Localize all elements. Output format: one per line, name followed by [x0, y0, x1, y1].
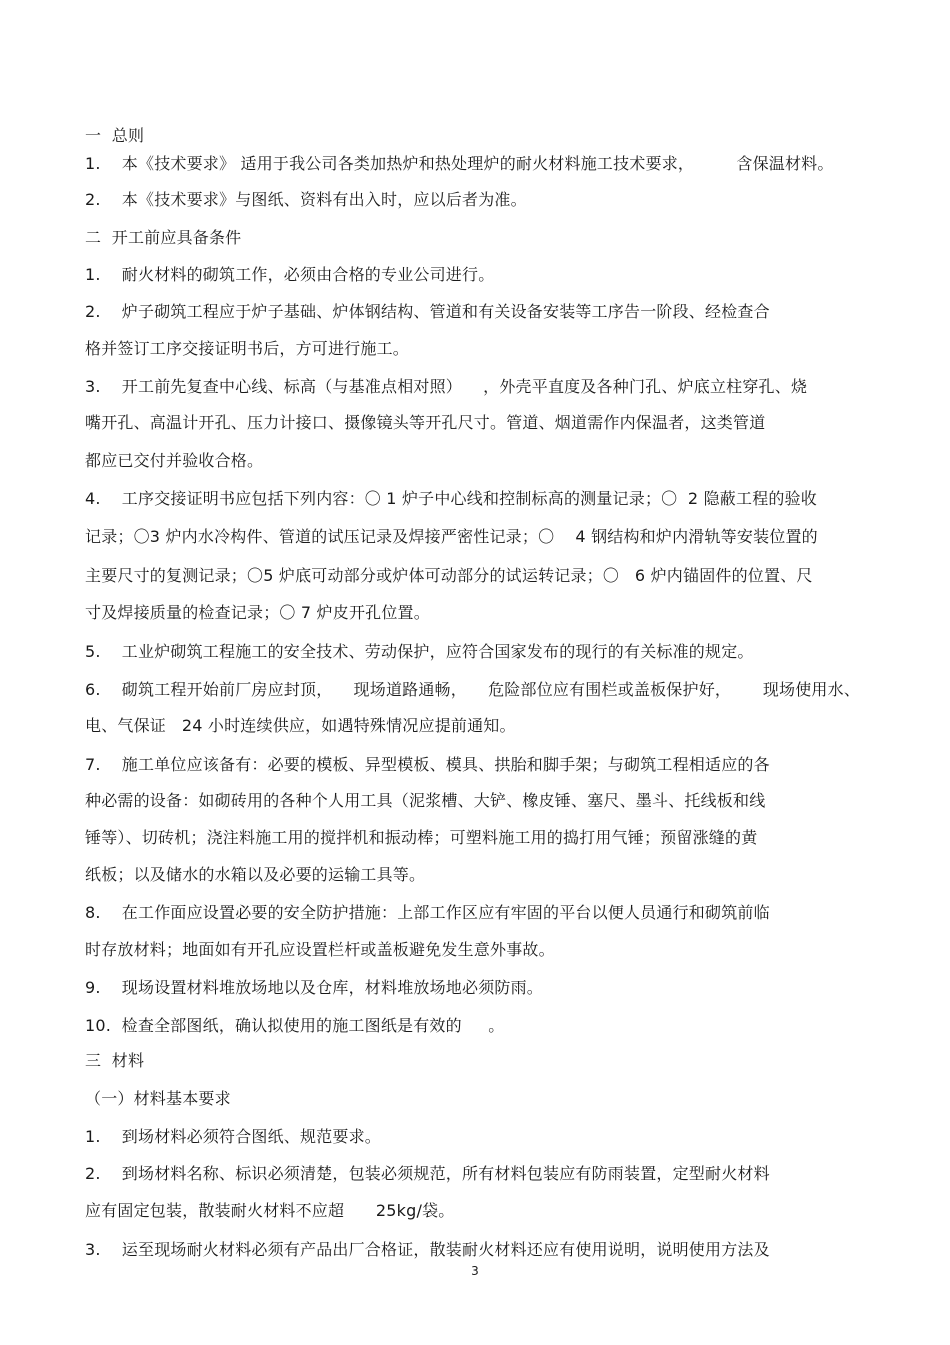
heading-materials: 三 材料	[85, 1051, 145, 1070]
paragraph-line: 锤等）、切砖机；浇注料施工用的搅拌机和振动棒；可塑料施工用的捣打用气锤；预留涨缝的黄	[85, 828, 758, 847]
paragraph-line: 时存放材料；地面如有开孔应设置栏杆或盖板避免发生意外事故。	[85, 940, 555, 959]
paragraph-line: 纸板；以及储水的水箱以及必要的运输工具等。	[85, 865, 426, 884]
paragraph-line: 7. 施工单位应该备有：必要的模板、异型模板、模具、拱胎和脚手架；与砌筑工程相适应的各	[85, 755, 770, 774]
paragraph-line: 2. 到场材料名称、标识必须清楚，包装必须规范，所有材料包装应有防雨装置，定型耐火材料	[85, 1164, 770, 1183]
paragraph-line: 4. 工序交接证明书应包括下列内容：〇 1 炉子中心线和控制标高的测量记录；〇 2 隐蔽工程的验收	[85, 489, 817, 508]
paragraph-line: 3. 运至现场耐火材料必须有产品出厂合格证，散装耐火材料还应有使用说明，说明使用方法及	[85, 1240, 770, 1259]
paragraph-line: 应有固定包装，散装耐火材料不应超 25kg/袋。	[85, 1201, 455, 1220]
paragraph-line: 1. 本《技术要求》 适用于我公司各类加热炉和热处理炉的耐火材料施工技术要求， 含保温材料。	[85, 154, 834, 173]
heading-preconditions: 二 开工前应具备条件	[85, 228, 242, 247]
paragraph-line: 5. 工业炉砌筑工程施工的安全技术、劳动保护，应符合国家发布的现行的有关标准的规定。	[85, 642, 754, 661]
paragraph-line: 2. 本《技术要求》与图纸、资料有出入时，应以后者为准。	[85, 190, 527, 209]
paragraph-line: 1. 耐火材料的砌筑工作，必须由合格的专业公司进行。	[85, 265, 495, 284]
paragraph-line: 9. 现场设置材料堆放场地以及仓库，材料堆放场地必须防雨。	[85, 978, 544, 997]
paragraph-line: 3. 开工前先复查中心线、标高（与基准点相对照） ，外壳平直度及各种门孔、炉底立柱穿孔、烧	[85, 377, 808, 396]
paragraph-line: 记录；〇3 炉内水冷构件、管道的试压记录及焊接严密性记录；〇 4 钢结构和炉内滑轨等安装位置的	[85, 527, 818, 546]
paragraph-line: 1. 到场材料必须符合图纸、规范要求。	[85, 1127, 382, 1146]
page-number: 3	[471, 1264, 479, 1278]
subheading-material-requirements: （一）材料基本要求	[85, 1089, 231, 1108]
paragraph-line: 10. 检查全部图纸，确认拟使用的施工图纸是有效的 。	[85, 1016, 505, 1035]
paragraph-line: 寸及焊接质量的检查记录；〇 7 炉皮开孔位置。	[85, 603, 430, 622]
paragraph-line: 主要尺寸的复测记录；〇5 炉底可动部分或炉体可动部分的试运转记录；〇 6 炉内锚固件的位置、尺	[85, 566, 813, 585]
heading-general: 一 总则	[85, 126, 145, 145]
paragraph-line: 种必需的设备：如砌砖用的各种个人用工具（泥浆槽、大铲、橡皮锤、塞尺、墨斗、托线板和线	[85, 791, 766, 810]
paragraph-line: 6. 砌筑工程开始前厂房应封顶， 现场道路通畅， 危险部位应有围栏或盖板保护好， 现场使用水、	[85, 680, 861, 699]
paragraph-line: 电、气保证 24 小时连续供应，如遇特殊情况应提前通知。	[85, 716, 516, 735]
paragraph-line: 2. 炉子砌筑工程应于炉子基础、炉体钢结构、管道和有关设备安装等工序告一阶段、经检查合	[85, 302, 770, 321]
paragraph-line: 都应已交付并验收合格。	[85, 451, 264, 470]
paragraph-line: 8. 在工作面应设置必要的安全防护措施：上部工作区应有牢固的平台以便人员通行和砌筑前临	[85, 903, 770, 922]
paragraph-line: 格并签订工序交接证明书后，方可进行施工。	[85, 339, 410, 358]
paragraph-line: 嘴开孔、高温计开孔、压力计接口、摄像镜头等开孔尺寸。管道、烟道需作内保温者，这类管道	[85, 413, 766, 432]
